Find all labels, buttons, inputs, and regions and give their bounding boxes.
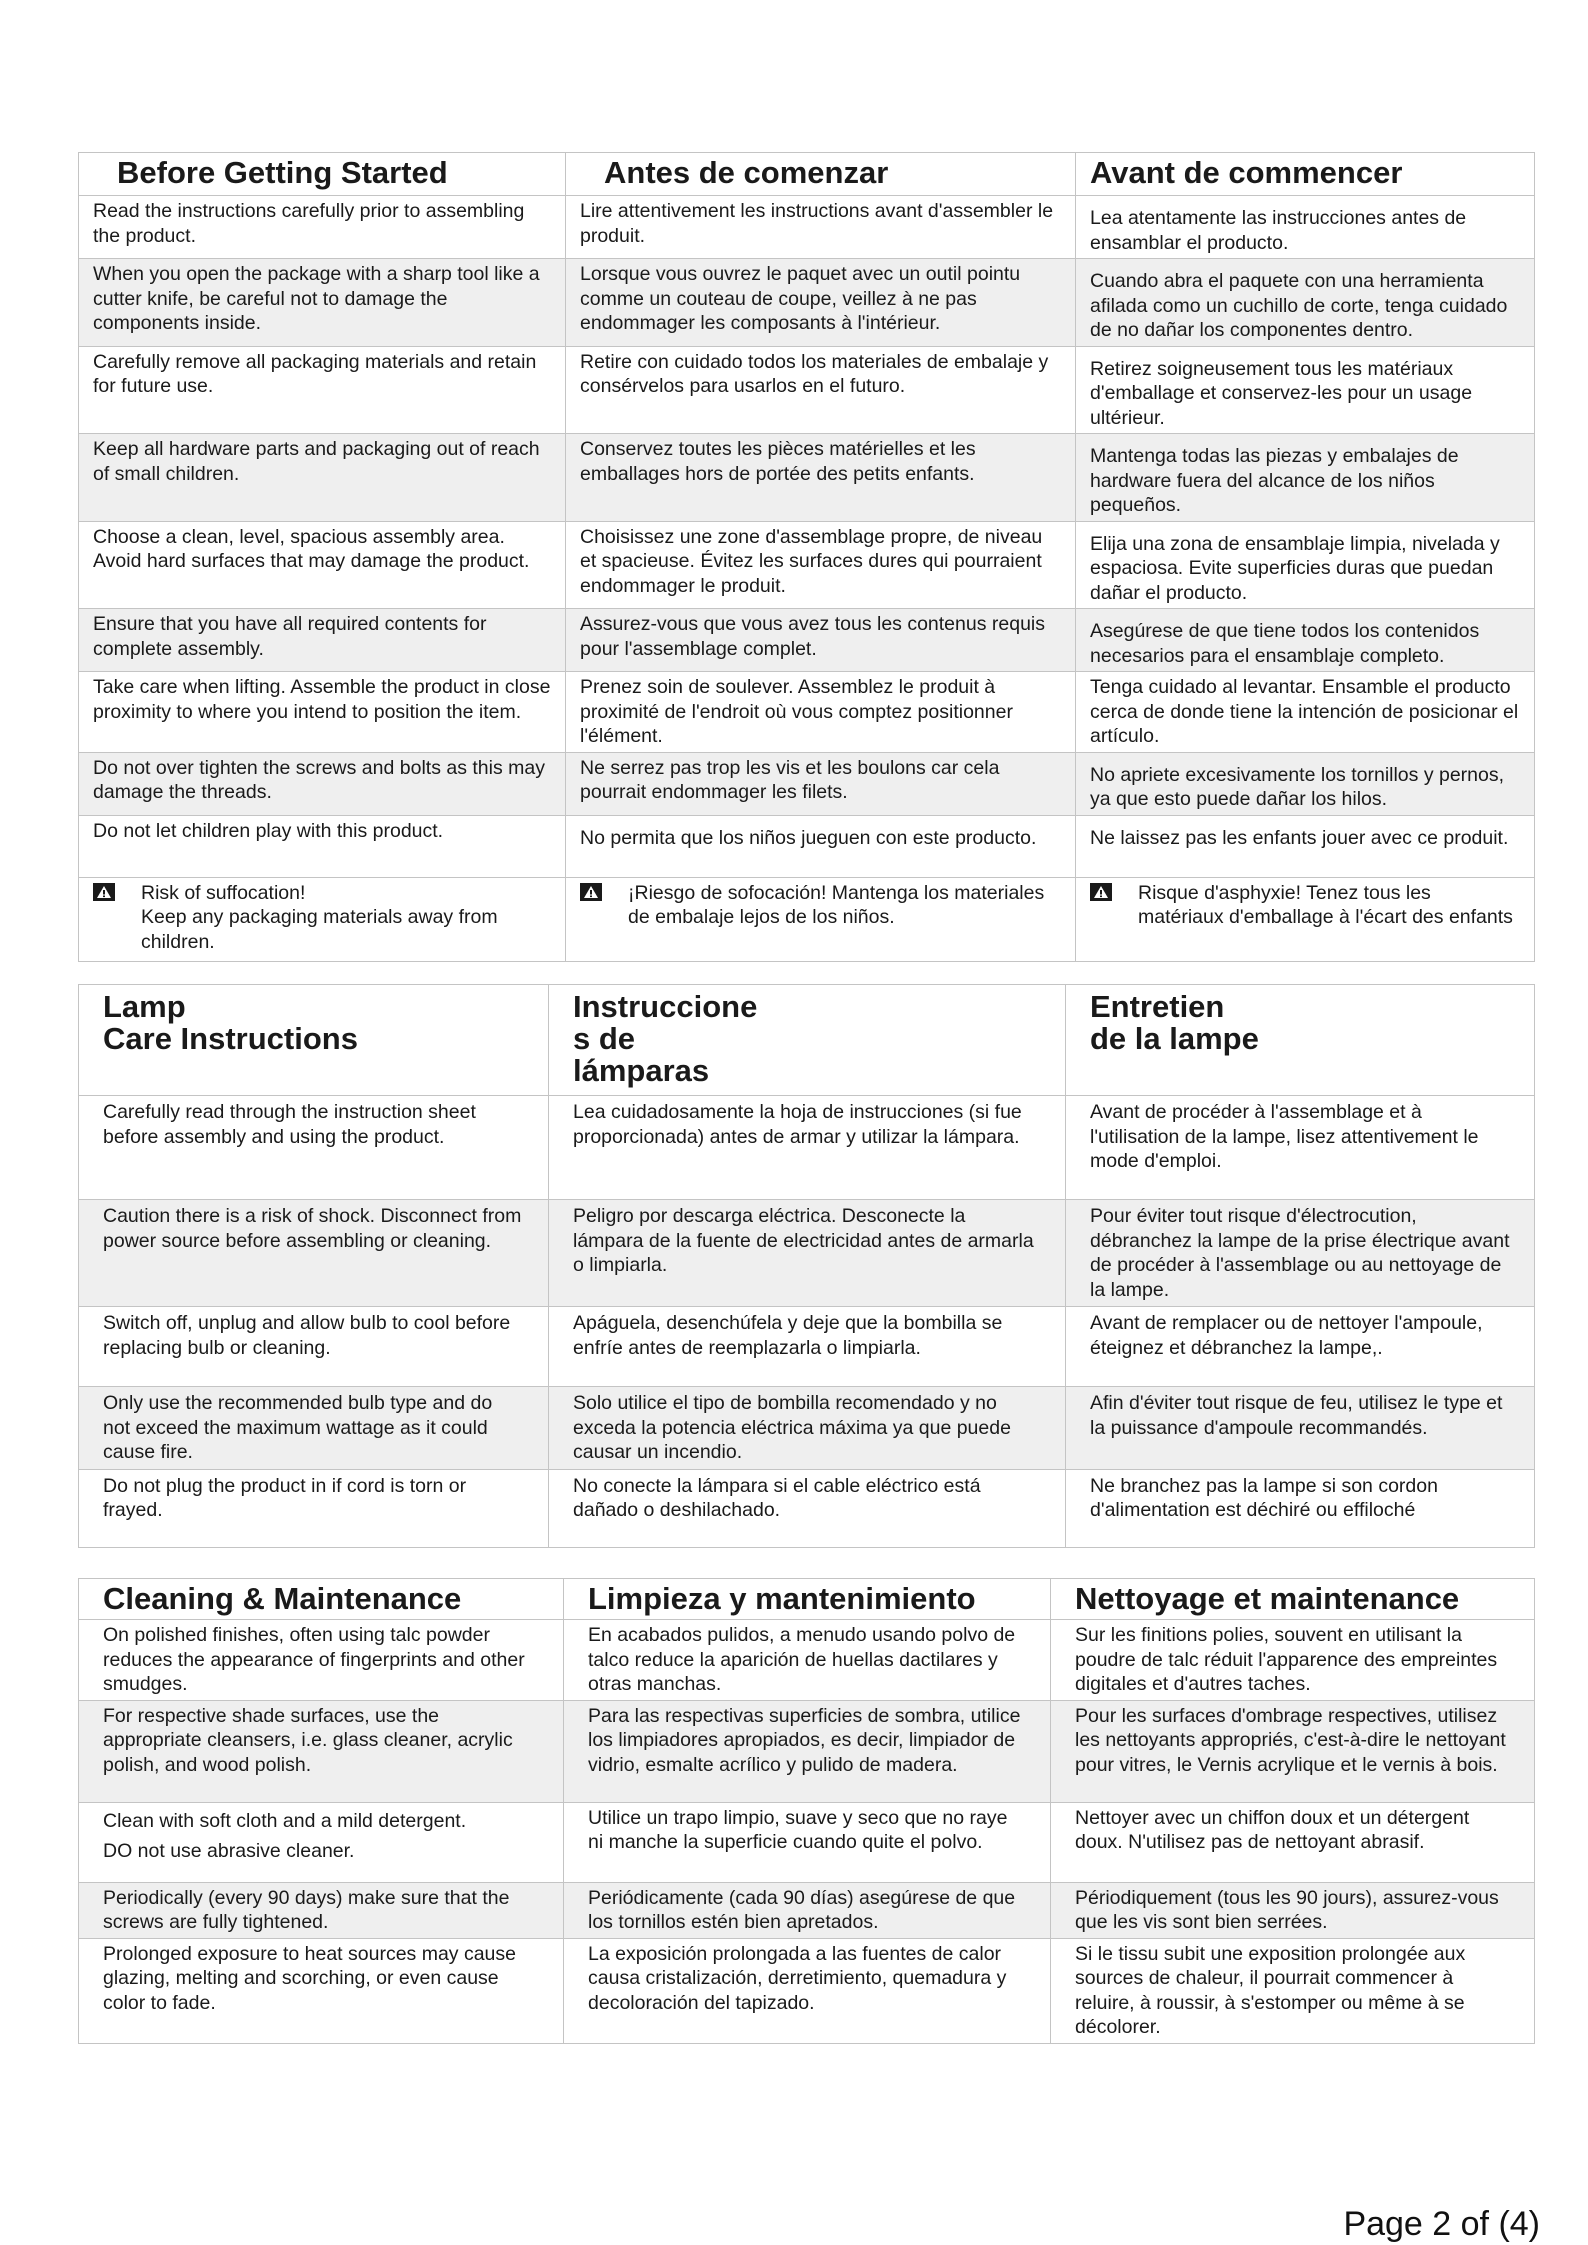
warning-title-fr: Risque d'asphyxie! [1138, 881, 1302, 904]
cell-col3: Asegúrese de que tiene todos los contenidos necesarios para el ensamblaje completo. [1076, 609, 1535, 672]
table-row [79, 1802, 1535, 1882]
header-spanish: Instruccione s de lámparas [549, 985, 1066, 1096]
cell-fr: Périodiquement (tous les 90 jours), assurez-vous que les vis sont bien serrées. [1051, 1882, 1535, 1938]
lamp-care-table [78, 984, 1535, 1548]
warning-text-es: ¡Riesgo de sofocación! Mantenga los materiales de embalaje lejos de los niños. [628, 881, 1045, 928]
warning-body-fr: Tenez tous les matériaux d'emballage à l'écart des enfants [1138, 881, 1513, 928]
cell-es: Apáguela, desenchúfela y deje que la bombilla se enfríe antes de reemplazarla o limpiarla. [549, 1307, 1066, 1387]
cell-col3: Cuando abra el paquete con una herramienta afilada como un cuchillo de corte, tenga cuidado de no dañar los componentes dentro. [1076, 259, 1535, 347]
cell-fr: Pour les surfaces d'ombrage respectives, utilisez les nettoyants appropriés, c'est-à-dire le nettoyant pour vitres, le Vernis acrylique et le vernis à bois. [1051, 1700, 1535, 1802]
table-row [79, 196, 1535, 259]
table-header-row [79, 153, 1535, 196]
table-row [79, 346, 1535, 434]
cell-en: Take care when lifting. Assemble the product in close proximity to where you intend to position the item. [79, 672, 566, 753]
cell-en: Read the instructions carefully prior to assembling the product. [79, 196, 566, 259]
table-row [79, 1882, 1535, 1938]
table-row [79, 672, 1535, 753]
warning-triangle-icon [1090, 883, 1112, 901]
header-english: Lamp Care Instructions [79, 985, 549, 1096]
cell-en: Keep all hardware parts and packaging out of reach of small children. [79, 434, 566, 522]
cell-es: Lea cuidadosamente la hoja de instrucciones (si fue proporcionada) antes de armar y utilizar la lámpara. [549, 1096, 1066, 1200]
cell-col2: Ne serrez pas trop les vis et les boulons car cela pourrait endommager les filets. [566, 752, 1076, 815]
cell-col3: Tenga cuidado al levantar. Ensamble el producto cerca de donde tiene la intención de posicionar el artículo. [1076, 672, 1535, 753]
cell-es: Para las respectivas superficies de sombra, utilice los limpiadores apropiados, es decir, limpiador de vidrio, esmalte acrílico y pulido de madera. [564, 1700, 1051, 1802]
cell-en: When you open the package with a sharp tool like a cutter knife, be careful not to damage the components inside. [79, 259, 566, 347]
cell-en: Only use the recommended bulb type and do not exceed the maximum wattage as it could cause fire. [79, 1387, 549, 1470]
cell-col3: No apriete excesivamente los tornillos y pernos, ya que esto puede dañar los hilos. [1076, 752, 1535, 815]
table-row [79, 1307, 1535, 1387]
cell-col3: Lea atentamente las instrucciones antes de ensamblar el producto. [1076, 196, 1535, 259]
warning-cell-en [79, 877, 566, 961]
cell-en: Carefully remove all packaging materials and retain for future use. [79, 346, 566, 434]
warning-body-en: Keep any packaging materials away from children. [141, 906, 498, 953]
cell-fr: Sur les finitions polies, souvent en utilisant la poudre de talc réduit l'apparence des empreintes digitales et d'autres taches. [1051, 1620, 1535, 1701]
cell-col2: Lorsque vous ouvrez le paquet avec un outil pointu comme un couteau de coupe, veillez à ne pas endommager les composants à l'intérieur. [566, 259, 1076, 347]
cell-col3: Elija una zona de ensamblaje limpia, nivelada y espaciosa. Evite superficies duras que puedan dañar el producto. [1076, 521, 1535, 609]
warning-title-en: Risk of suffocation! [141, 881, 306, 904]
warning-cell-es [566, 877, 1076, 961]
cell-es: Peligro por descarga eléctrica. Desconecte la lámpara de la fuente de electricidad antes de armarla o limpiarla. [549, 1200, 1066, 1307]
header-french: Nettoyage et maintenance [1051, 1579, 1535, 1620]
header-english: Before Getting Started [79, 153, 566, 196]
cell-col2: Lire attentivement les instructions avant d'assembler le produit. [566, 196, 1076, 259]
cell-en: Caution there is a risk of shock. Disconnect from power source before assembling or cleaning. [79, 1200, 549, 1307]
cell-en: Clean with soft cloth and a mild detergent. DO not use abrasive cleaner. [79, 1802, 564, 1882]
table-row [79, 1200, 1535, 1307]
table-row [79, 259, 1535, 347]
header-french: Avant de commencer [1076, 153, 1535, 196]
cell-en: Choose a clean, level, spacious assembly area. Avoid hard surfaces that may damage the product. [79, 521, 566, 609]
table-row [79, 1938, 1535, 2043]
table-row [79, 434, 1535, 522]
table-row [79, 1620, 1535, 1701]
cell-en: For respective shade surfaces, use the appropriate cleansers, i.e. glass cleaner, acrylic polish, and wood polish. [79, 1700, 564, 1802]
table-row [79, 1469, 1535, 1547]
table-row [79, 609, 1535, 672]
cell-en: Do not plug the product in if cord is torn or frayed. [79, 1469, 549, 1547]
cell-fr: Ne branchez pas la lampe si son cordon d'alimentation est déchiré ou effiloché [1066, 1469, 1535, 1547]
table-row [79, 1387, 1535, 1470]
warning-cell-fr [1076, 877, 1535, 961]
cell-en: Ensure that you have all required contents for complete assembly. [79, 609, 566, 672]
cell-col2: Choisissez une zone d'assemblage propre, de niveau et spacieuse. Évitez les surfaces dures qui pourraient endommager le produit. [566, 521, 1076, 609]
cell-col2: No permita que los niños jueguen con este producto. [566, 815, 1076, 877]
cell-col3: Mantenga todas las piezas y embalajes de hardware fuera del alcance de los niños pequeños. [1076, 434, 1535, 522]
cell-es: La exposición prolongada a las fuentes de calor causa cristalización, derretimiento, quemadura y decoloración del tapizado. [564, 1938, 1051, 2043]
page-number: Page 2 of (4) [1343, 2205, 1540, 2243]
warning-triangle-icon [93, 883, 115, 901]
cell-col3: Retirez soigneusement tous les matériaux d'emballage et conservez-les pour un usage ultérieur. [1076, 346, 1535, 434]
cell-en: Periodically (every 90 days) make sure that the screws are fully tightened. [79, 1882, 564, 1938]
cell-fr: Nettoyer avec un chiffon doux et un détergent doux. N'utilisez pas de nettoyant abrasif. [1051, 1802, 1535, 1882]
header-english: Cleaning & Maintenance [79, 1579, 564, 1620]
cell-en: Carefully read through the instruction sheet before assembly and using the product. [79, 1096, 549, 1200]
cell-es: No conecte la lámpara si el cable eléctrico está dañado o deshilachado. [549, 1469, 1066, 1547]
cell-fr: Avant de procéder à l'assemblage et à l'utilisation de la lampe, lisez attentivement le mode d'emploi. [1066, 1096, 1535, 1200]
table-header-row [79, 985, 1535, 1096]
cell-es: Solo utilice el tipo de bombilla recomendado y no exceda la potencia eléctrica máxima ya que puede causar un incendio. [549, 1387, 1066, 1470]
table-row [79, 1096, 1535, 1200]
table-row [79, 1700, 1535, 1802]
cell-col3: Ne laissez pas les enfants jouer avec ce produit. [1076, 815, 1535, 877]
cell-en: Do not over tighten the screws and bolts as this may damage the threads. [79, 752, 566, 815]
cell-en: Prolonged exposure to heat sources may cause glazing, melting and scorching, or even cause color to fade. [79, 1938, 564, 2043]
warning-triangle-icon [580, 883, 602, 901]
cell-fr: Afin d'éviter tout risque de feu, utilisez le type et la puissance d'ampoule recommandés. [1066, 1387, 1535, 1470]
cell-fr: Avant de remplacer ou de nettoyer l'ampoule, éteignez et débranchez la lampe,. [1066, 1307, 1535, 1387]
cell-es: Utilice un trapo limpio, suave y seco que no raye ni manche la superficie cuando quite el polvo. [564, 1802, 1051, 1882]
cell-col2: Prenez soin de soulever. Assemblez le produit à proximité de l'endroit où vous comptez positionner l'élément. [566, 672, 1076, 753]
header-spanish: Antes de comenzar [566, 153, 1076, 196]
cell-en: Switch off, unplug and allow bulb to cool before replacing bulb or cleaning. [79, 1307, 549, 1387]
header-spanish: Limpieza y mantenimiento [564, 1579, 1051, 1620]
cell-en: Do not let children play with this product. [79, 815, 566, 877]
cell-es: Periódicamente (cada 90 días) asegúrese de que los tornillos estén bien apretados. [564, 1882, 1051, 1938]
table-row [79, 815, 1535, 877]
table-header-row [79, 1579, 1535, 1620]
cell-col2: Retire con cuidado todos los materiales de embalaje y consérvelos para usarlos en el futuro. [566, 346, 1076, 434]
cell-fr: Pour éviter tout risque d'électrocution, débranchez la lampe de la prise électrique avant de procéder à l'assemblage ou au nettoyage de la lampe. [1066, 1200, 1535, 1307]
cell-en: On polished finishes, often using talc powder reduces the appearance of fingerprints and other smudges. [79, 1620, 564, 1701]
cleaning-maintenance-table [78, 1578, 1535, 2044]
cell-es: En acabados pulidos, a menudo usando polvo de talco reduce la aparición de huellas dactilares y otras manchas. [564, 1620, 1051, 1701]
cell-fr: Si le tissu subit une exposition prolongée aux sources de chaleur, il pourrait commencer à reluire, à roussir, à s'estomper ou même à se décolorer. [1051, 1938, 1535, 2043]
header-french: Entretien de la lampe [1066, 985, 1535, 1096]
cell-col2: Conservez toutes les pièces matérielles et les emballages hors de portée des petits enfants. [566, 434, 1076, 522]
cell-col2: Assurez-vous que vous avez tous les contenus requis pour l'assemblage complet. [566, 609, 1076, 672]
before-getting-started-table [78, 152, 1535, 962]
warning-row [79, 877, 1535, 961]
table-row [79, 521, 1535, 609]
table-row [79, 752, 1535, 815]
